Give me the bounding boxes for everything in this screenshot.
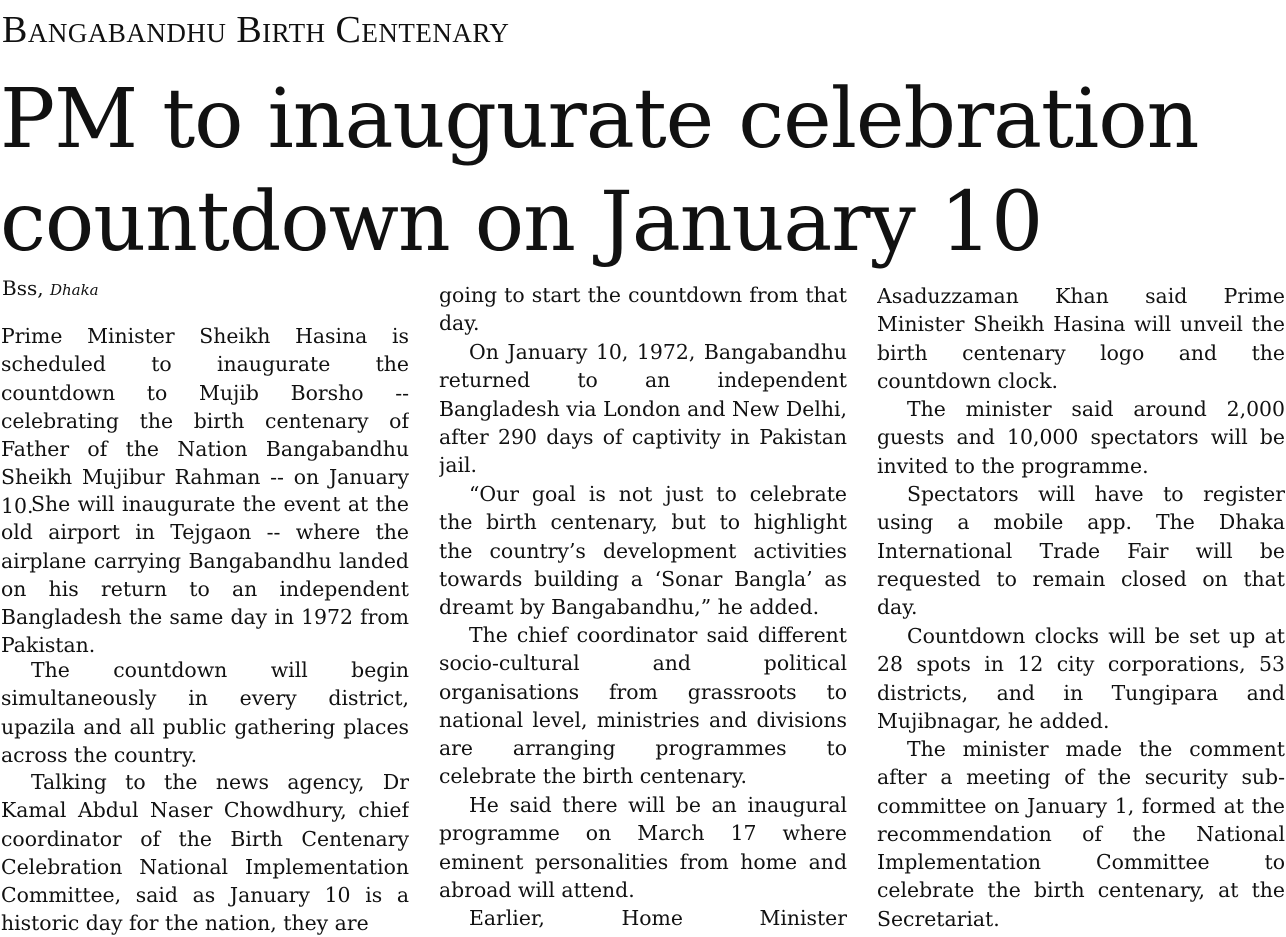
paragraph: “Our goal is not just to celebrate the birth centenary, but to highlight the country’s development activities towards building a ‘Sonar Bangla’ as dreamt by Bangabandhu,” he added.: [439, 482, 847, 620]
section-kicker: Bangabandhu Birth Centenary: [2, 9, 510, 51]
paragraph: She will inaugurate the event at the old airport in Tejgaon -- where the airplane carrying Bangabandhu landed on his return to an independent Bangladesh the same day in 1972 from Pakistan.: [1, 492, 409, 658]
article-column-1: [1, 0, 409, 937]
paragraph: going to start the countdown from that day.: [439, 283, 847, 336]
paragraph: Asaduzzaman Khan said Prime Minister Sheikh Hasina will unveil the birth centenary logo and the countdown clock.: [877, 284, 1285, 393]
paragraph: Talking to the news agency, Dr Kamal Abdul Naser Chowdhury, chief coordinator of the Birth Centenary Celebration National Implementation Committee, said as January 10 is a historic day for the nation, they are: [1, 770, 409, 936]
paragraph: On January 10, 1972, Bangabandhu returned to an independent Bangladesh via London and New Delhi, after 290 days of captivity in Pakistan jail.: [439, 340, 847, 478]
paragraph: He said there will be an inaugural programme on March 17 where eminent personalities from home and abroad will attend.: [439, 793, 847, 902]
paragraph: The minister said around 2,000 guests and 10,000 spectators will be invited to the programme.: [877, 397, 1285, 478]
byline-place: Dhaka: [49, 281, 99, 299]
paragraph: Earlier, Home Minister: [469, 906, 847, 930]
article-column-3: [877, 0, 1285, 937]
headline: PM to inaugurate celebration countdown on January 10: [0, 72, 1199, 270]
paragraph: The chief coordinator said different socio-cultural and political organisations from grassroots to national level, ministries and divisions are arranging programmes to celebrate the birth centenary.: [439, 623, 847, 789]
paragraph: The countdown will begin simultaneously in every district, upazila and all public gathering places across the country.: [1, 658, 409, 767]
paragraph: Prime Minister Sheikh Hasina is scheduled to inaugurate the countdown to Mujib Borsho -- celebrating the birth centenary of Father of the Nation Bangabandhu Sheikh Mujibur Rahman -- on January 10.: [1, 324, 409, 518]
paragraph: Countdown clocks will be set up at 28 spots in 12 city corporations, 53 districts, and in Tungipara and Mujibnagar, he added.: [877, 624, 1285, 733]
paragraph: Spectators will have to register using a mobile app. The Dhaka International Trade Fair will be requested to remain closed on that day.: [877, 482, 1285, 620]
paragraph: The minister made the comment after a meeting of the security sub-committee on January 1, formed at the recommendation of the National Implementation Committee to celebrate the birth centenary, at the Secretariat.: [877, 737, 1285, 931]
byline-agency: Bss,: [2, 276, 44, 300]
article-column-2: [439, 0, 847, 937]
